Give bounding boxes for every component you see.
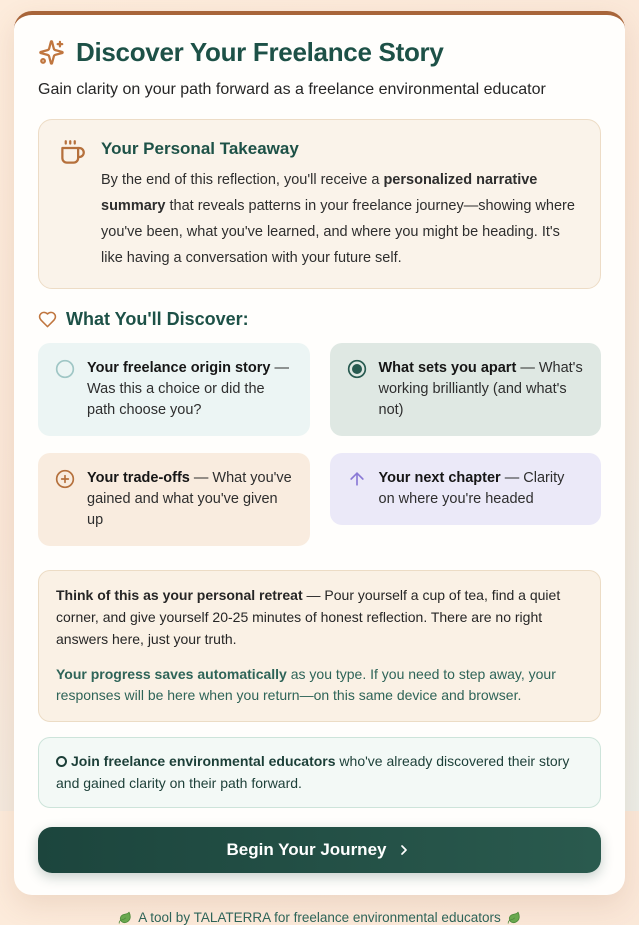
page-title: Discover Your Freelance Story	[76, 37, 444, 67]
plus-circle-icon	[55, 468, 75, 531]
discover-card-origin-story	[38, 343, 310, 436]
takeaway-heading: Your Personal Takeaway	[101, 139, 299, 158]
leaf-icon	[118, 911, 132, 925]
begin-journey-label: Begin Your Journey	[226, 840, 387, 860]
autosave-paragraph: Your progress saves automatically as you type. If you need to step away, your responses will be here when you return—on this same device and browser.	[56, 665, 556, 704]
coffee-icon	[59, 137, 87, 271]
discover-card-text: Your next chapter — Clarity on where you're headed	[378, 470, 565, 508]
heart-icon	[38, 310, 57, 329]
sparkles-icon	[38, 39, 65, 66]
circle-icon	[55, 358, 75, 421]
chevron-right-icon	[396, 842, 412, 858]
discover-card-text: What sets you apart — What's working brilliantly (and what's not)	[378, 360, 583, 419]
discover-card-text: Your freelance origin story — Was this a choice or did the path choose you?	[87, 360, 289, 419]
discover-heading-row	[38, 309, 601, 330]
retreat-note-panel	[38, 570, 601, 721]
discover-card-next-chapter	[330, 453, 602, 525]
arrow-up-icon	[347, 468, 367, 510]
takeaway-body: By the end of this reflection, you'll receive a personalized narrative summary that reveals patterns in your freelance journey—showing where you've been, what you've learned, and where you might be heading. It's like having a conversation with your future self.	[101, 172, 575, 267]
retreat-paragraph: Think of this as your personal retreat — Pour yourself a cup of tea, find a quiet corner, and give yourself 20-25 minutes of honest reflection. There are no right answers here, just your truth.	[56, 587, 561, 647]
footer-text: A tool by TALATERRA for freelance environmental educators	[138, 910, 501, 925]
page-header	[38, 37, 601, 68]
begin-journey-button[interactable]	[38, 827, 601, 873]
footer	[0, 910, 639, 925]
discover-card-sets-you-apart	[330, 343, 602, 436]
discover-grid	[38, 343, 601, 546]
discover-card-trade-offs	[38, 453, 310, 546]
main-card	[14, 11, 625, 895]
page-subtitle: Gain clarity on your path forward as a freelance environmental educator	[38, 81, 546, 98]
leaf-icon	[507, 911, 521, 925]
discover-heading: What You'll Discover:	[66, 309, 249, 330]
personal-takeaway-panel	[38, 119, 601, 289]
social-proof-panel: Join freelance environmental educators who've already discovered their story and gained clarity on their path forward.	[38, 737, 601, 808]
radio-dot-icon	[347, 358, 367, 421]
discover-card-text: Your trade-offs — What you've gained and what you've given up	[87, 470, 292, 529]
circle-outline-icon	[56, 756, 67, 767]
